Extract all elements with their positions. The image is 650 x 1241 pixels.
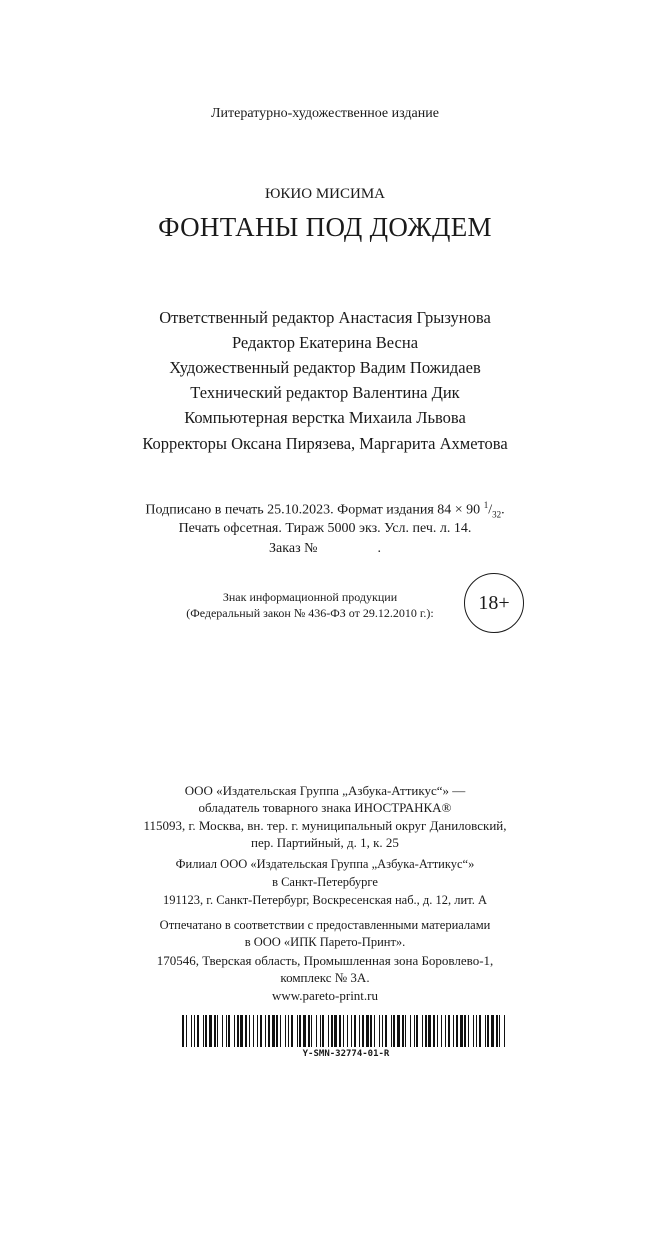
barcode-bar (322, 1015, 324, 1047)
barcode-bar (445, 1015, 446, 1047)
barcode-bar (437, 1015, 438, 1047)
barcode-bar (393, 1015, 395, 1047)
barcode-bar (362, 1015, 364, 1047)
barcode-bar (288, 1015, 289, 1047)
barcode-bar (182, 1015, 184, 1047)
barcode-bar (456, 1015, 458, 1047)
author-name: ЮКИО МИСИМА (264, 186, 385, 202)
barcode-bar (205, 1015, 207, 1047)
barcode-bar (499, 1015, 500, 1047)
barcode-bar (234, 1015, 235, 1047)
print-info-text: Подписано в печать 25.10.2023. Формат издания 84 × 90 (145, 502, 484, 518)
imprint-line: обладатель товарного знака ИНОСТРАНКА® (198, 800, 452, 815)
barcode-bar (441, 1015, 442, 1047)
barcode-bar (194, 1015, 195, 1047)
barcode-bar (366, 1015, 369, 1047)
genre-label: Литературно-художественное издание (211, 106, 439, 121)
print-info-line-2: Печать офсетная. Тираж 5000 экз. Усл. печ. л. 14. (178, 521, 472, 536)
barcode-bar (280, 1015, 281, 1047)
barcode-bar (414, 1015, 415, 1047)
barcode-bar (299, 1015, 301, 1047)
imprint-line: 115093, г. Москва, вн. тер. г. муниципальный округ Даниловский, (143, 818, 507, 833)
barcode-bar (276, 1015, 278, 1047)
barcode-bar (397, 1015, 400, 1047)
barcode-bar (343, 1015, 344, 1047)
imprint-line: 191123, г. Санкт-Петербург, Воскресенская наб., д. 12, лит. А (162, 893, 488, 907)
barcode-bar (320, 1015, 321, 1047)
barcode-bar (428, 1015, 431, 1047)
barcode-bar (260, 1015, 262, 1047)
imprint-line: комплекс № 3А. (280, 970, 370, 985)
barcode-bar (285, 1015, 286, 1047)
barcode-bar (448, 1015, 450, 1047)
print-info-line-1: Подписано в печать 25.10.2023. Формат издания 84 × 90 $^1/_{32}$. (145, 500, 505, 520)
barcode-bar (433, 1015, 435, 1047)
credit-line: Технический редактор Валентина Дик (190, 383, 460, 402)
barcode-bar (214, 1015, 216, 1047)
imprint-line: www.pareto-print.ru (271, 988, 378, 1003)
barcode-bar (385, 1015, 387, 1047)
credit-line: Компьютерная верстка Михаила Львова (184, 408, 466, 427)
barcode-bar (257, 1015, 258, 1047)
barcode-bar (249, 1015, 250, 1047)
barcode-bar (339, 1015, 341, 1047)
barcode-bar (416, 1015, 418, 1047)
credit-line: Художественный редактор Вадим Пожидаев (169, 358, 481, 377)
barcode-bar (245, 1015, 247, 1047)
imprint-line: в ООО «ИПК Парето-Принт». (244, 935, 406, 949)
barcode-bar (504, 1015, 505, 1047)
barcode-bar (402, 1015, 404, 1047)
barcode-bar (496, 1015, 498, 1047)
format-sub: 32 (492, 509, 502, 520)
barcode-bar (209, 1015, 212, 1047)
imprint-line: Филиал ООО «Издательская Группа „Азбука-Аттикус“» (175, 857, 475, 871)
barcode-bar (370, 1015, 372, 1047)
barcode-bar (422, 1015, 423, 1047)
barcode-bar (374, 1015, 375, 1047)
imprint-line: 170546, Тверская область, Промышленная зона Боровлево-1, (156, 953, 494, 968)
imprint-line: пер. Партийный, д. 1, к. 25 (251, 835, 399, 850)
barcode-bar (405, 1015, 406, 1047)
barcode-bar (453, 1015, 454, 1047)
credit-line: Ответственный редактор Анастасия Грызунова (159, 308, 491, 327)
barcode-bar (265, 1015, 266, 1047)
format-sup: 1 (483, 500, 489, 510)
barcode-bar (491, 1015, 494, 1047)
barcode-bar (334, 1015, 337, 1047)
barcode-bar (316, 1015, 317, 1047)
credit-line: Редактор Екатерина Весна (231, 333, 419, 352)
barcode-bar (351, 1015, 352, 1047)
barcode-bar (203, 1015, 204, 1047)
barcode-bar (240, 1015, 243, 1047)
barcode-bar (468, 1015, 469, 1047)
age-rating-label-line: (Федеральный закон № 436-ФЗ от 29.12.2010 г.): (186, 606, 434, 620)
imprint-line: в Санкт-Петербурге (272, 875, 378, 889)
barcode-bar (379, 1015, 380, 1047)
order-end: . (377, 541, 381, 556)
barcode-bar (291, 1015, 293, 1047)
age-rating-label (160, 589, 460, 621)
barcode-bar (347, 1015, 348, 1047)
imprint-line: ООО «Издательская Группа „Азбука-Аттикус“» — (184, 783, 466, 798)
barcode-bar (217, 1015, 218, 1047)
barcode-bar (487, 1015, 489, 1047)
barcode-bar (253, 1015, 254, 1047)
barcode-bar (460, 1015, 463, 1047)
imprint-line: Отпечатано в соответствии с предоставленными материалами (159, 918, 491, 932)
barcode-bar (473, 1015, 474, 1047)
barcode-bar (328, 1015, 329, 1047)
barcode-bar (410, 1015, 411, 1047)
barcode-bar (228, 1015, 230, 1047)
barcode-bar (268, 1015, 270, 1047)
barcode-label: Y-SMN-32774-01-R (302, 1049, 390, 1059)
barcode-bar (191, 1015, 192, 1047)
age-rating-label-line: Знак информационной продукции (222, 590, 398, 604)
barcode-bar (303, 1015, 306, 1047)
barcode-bar (359, 1015, 360, 1047)
credit-line: Корректоры Оксана Пирязева, Маргарита Ахметова (142, 434, 508, 453)
barcode-bar (197, 1015, 199, 1047)
barcode-bar (479, 1015, 481, 1047)
barcode-bar (222, 1015, 223, 1047)
barcode-bar (354, 1015, 356, 1047)
barcode-bar (272, 1015, 275, 1047)
barcode-bar (186, 1015, 187, 1047)
barcode-bar (226, 1015, 227, 1047)
barcode-bar (476, 1015, 477, 1047)
print-info-line-3 (0, 541, 650, 557)
barcode-bar (297, 1015, 298, 1047)
barcode-bar (308, 1015, 310, 1047)
order-label: Заказ № (269, 541, 318, 556)
book-title: ФОНТАНЫ ПОД ДОЖДЕМ (158, 212, 492, 242)
barcode-bar (331, 1015, 333, 1047)
barcode-bar (464, 1015, 466, 1047)
barcode (182, 1015, 510, 1047)
barcode-bar (382, 1015, 383, 1047)
barcode-bar (311, 1015, 312, 1047)
age-rating-value: 18+ (478, 591, 510, 614)
age-rating-badge (464, 573, 524, 633)
barcode-bar (425, 1015, 427, 1047)
barcode-bar (237, 1015, 239, 1047)
barcode-bar (485, 1015, 486, 1047)
barcode-bar (391, 1015, 392, 1047)
